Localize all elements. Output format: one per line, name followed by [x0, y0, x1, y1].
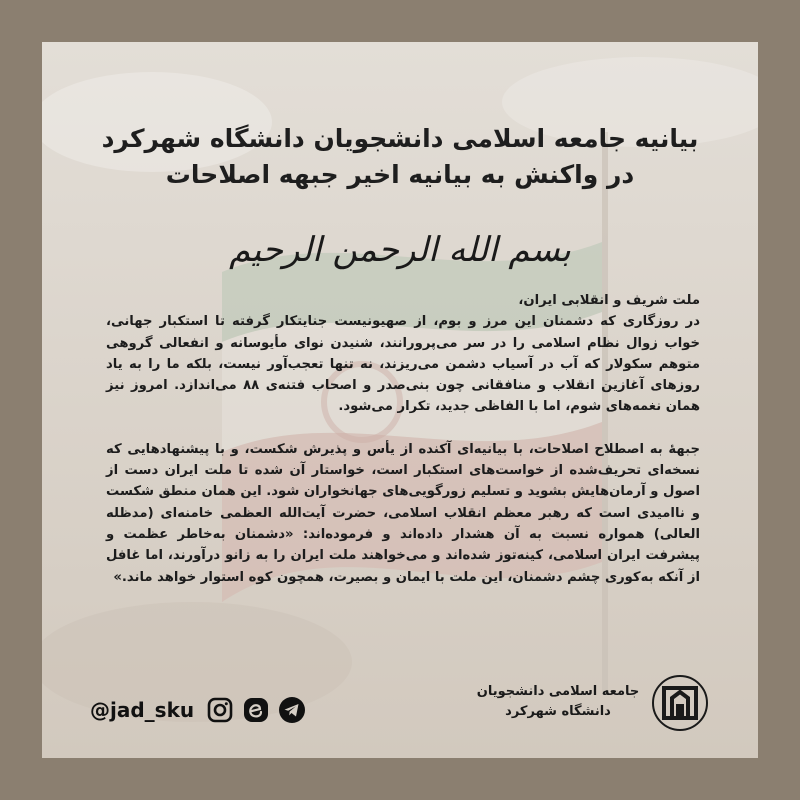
salutation: ملت شریف و انقلابی ایران، [518, 293, 700, 308]
instagram-icon[interactable] [206, 696, 234, 724]
paragraph-2: جبههٔ به اصطلاح اصلاحات، با بیانیه‌ای آکنده از یأس و پذیرش شکست، و با پیشنهادهایی که نسخه‌ای تحریف‌شده از خواست‌های استکبار است، خواستار آن شده تا ملت ایران دست از اصول و آرمان‌هایش بشوید و تسلیم زورگویی‌های جهانخواران شود. این همان منطق شکست و ناامیدی است که رهبر معظم انقلاب اسلامی، حضرت آیت‌الله العظمی خامنه‌ای (مدظله العالی) همواره نسبت به آن هشدار داده‌اند و فرموده‌اند: «دشمنان به‌خاطر عظمت و پیشرفت ایران اسلامی، کینه‌توز شده‌اند و می‌خواهند ملت ایران را به زانو درآورند، اما غافل از آنکه به‌کوری چشم دشمنان، این ملت با ایمان و بصیرت، همچون کوه استوار خواهد ماند.» [106, 441, 700, 585]
statement-body [106, 290, 700, 588]
organization-logo-icon [652, 674, 708, 732]
org-line-2: دانشگاه شهرکرد [505, 704, 611, 719]
statement-title: بیانیه جامعه اسلامی دانشجویان دانشگاه شهرکرد [101, 124, 699, 153]
social-links [90, 692, 306, 728]
bismillah-calligraphy: بسم الله الرحمن الرحیم [229, 230, 571, 270]
statement-subtitle: در واکنش به بیانیه اخیر جبهه اصلاحات [165, 160, 635, 189]
social-handle[interactable]: @jad_sku [90, 698, 195, 722]
organization-name [458, 682, 658, 722]
statement-panel [42, 42, 758, 758]
telegram-icon[interactable] [278, 696, 306, 724]
eitaa-icon[interactable] [242, 696, 270, 724]
paragraph-1: در روزگاری که دشمنان این مرز و بوم، از صهیونیست جنایتکار گرفته تا استکبار جهانی، خواب زوال نظام اسلامی را در سر می‌پرورانند، شنیدن نوای مأیوسانه و انفعالی گروهی متوهم سکولار که آب در آسیاب دشمن می‌ریزند، نه تنها تعجب‌آور نیست، بلکه ما را به یاد روزهای آغازین انقلاب و منافقانی چون بنی‌صدر و اصحاب فتنه‌ی ۸۸ می‌اندازد. امروز نیز همان نغمه‌های شوم، اما با الفاظی جدید، تکرار می‌شود. [106, 314, 700, 415]
org-line-1: جامعه اسلامی دانشجویان [476, 684, 640, 699]
